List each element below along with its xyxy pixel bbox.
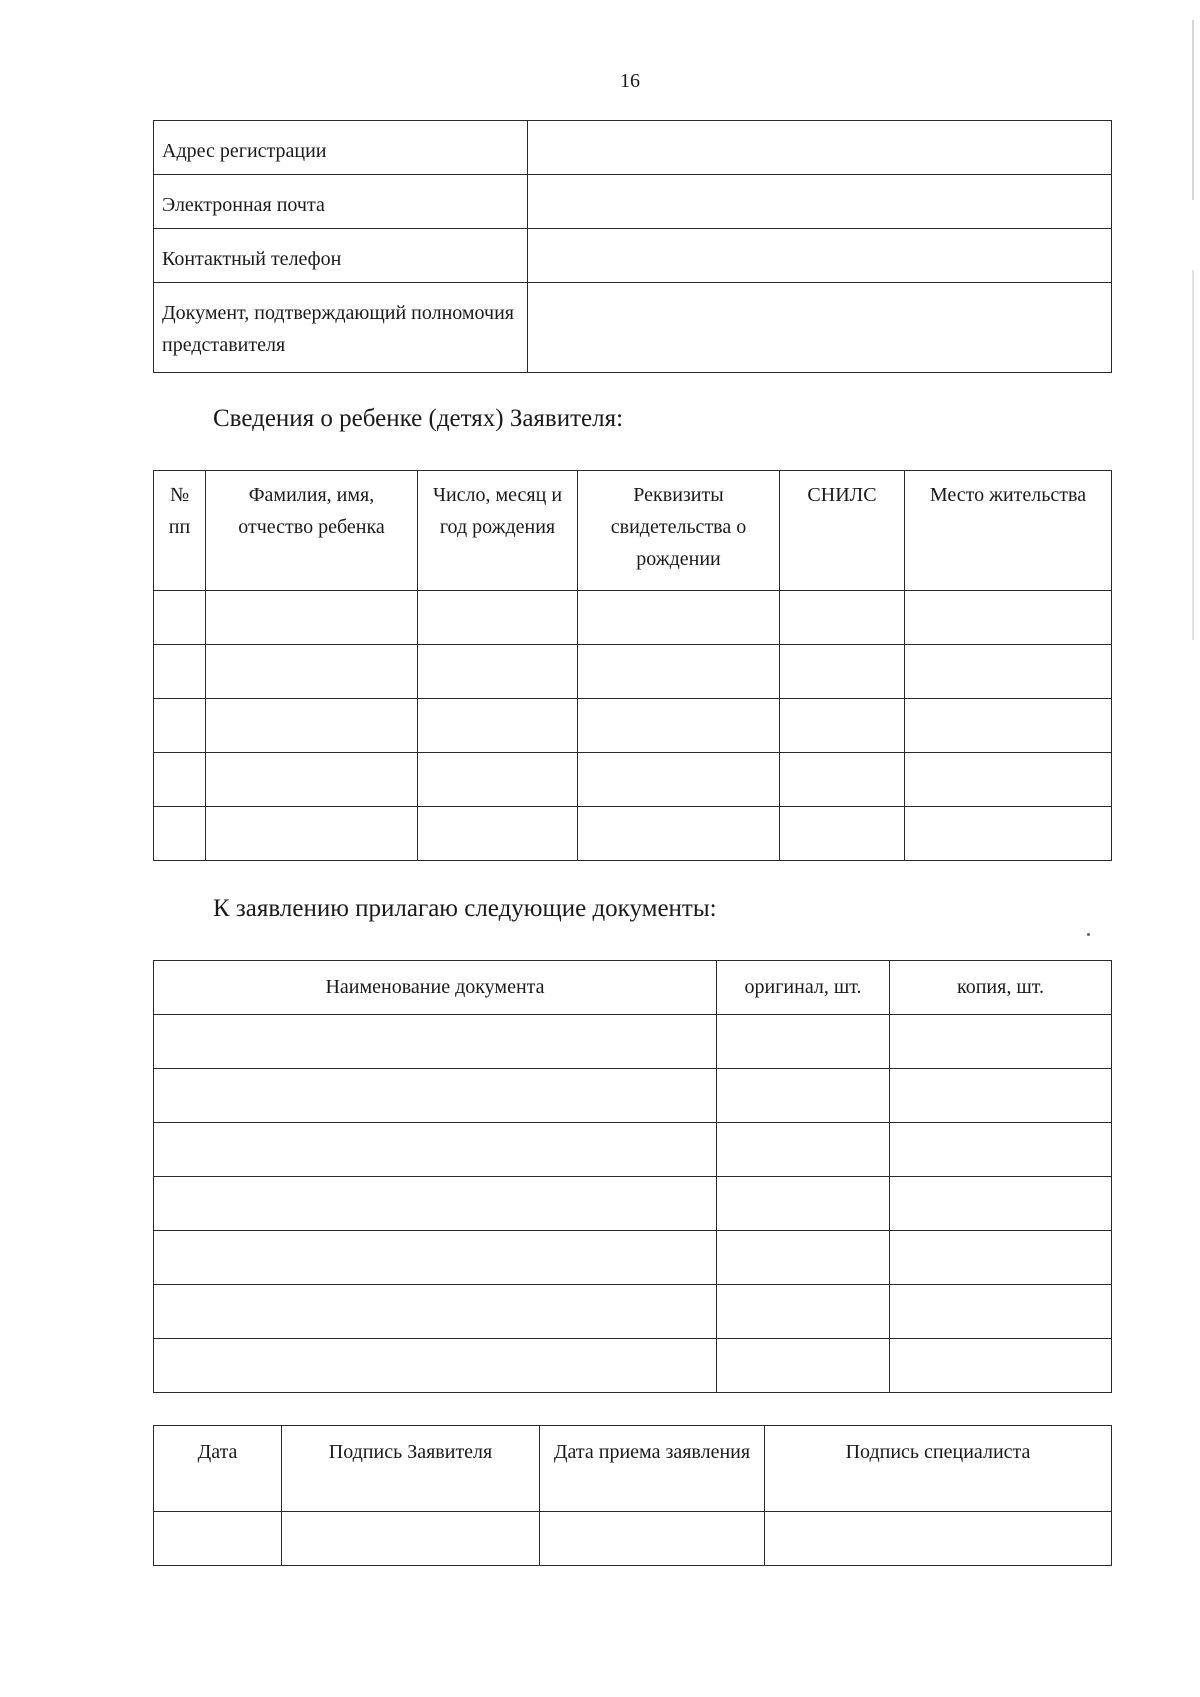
table-cell[interactable] [154, 753, 206, 807]
signature-table [153, 1425, 1112, 1566]
table-cell[interactable] [418, 591, 578, 645]
table-cell[interactable] [578, 699, 780, 753]
table-cell[interactable] [717, 1123, 890, 1177]
phone-field[interactable] [528, 229, 1112, 283]
table-cell[interactable] [154, 591, 206, 645]
children-section-heading: Сведения о ребенке (детях) Заявителя: [213, 405, 624, 432]
column-header: оригинал, шт. [717, 961, 890, 1015]
date-field[interactable] [154, 1512, 282, 1566]
field-label: Адрес регистрации [154, 121, 528, 175]
table-cell[interactable] [206, 645, 418, 699]
table-cell[interactable] [905, 591, 1112, 645]
table-cell[interactable] [154, 807, 206, 861]
column-header: Подпись специалиста [765, 1426, 1112, 1512]
table-cell[interactable] [905, 807, 1112, 861]
column-header: Наименование документа [154, 961, 717, 1015]
column-header: Дата приема заявления [540, 1426, 765, 1512]
table-cell[interactable] [890, 1231, 1112, 1285]
documents-table [153, 960, 1112, 1393]
table-cell[interactable] [206, 699, 418, 753]
table-cell[interactable] [890, 1069, 1112, 1123]
page-number: 16 [620, 70, 640, 92]
column-header: Дата [154, 1426, 282, 1512]
table-cell[interactable] [717, 1015, 890, 1069]
field-label: Электронная почта [154, 175, 528, 229]
table-cell[interactable] [154, 699, 206, 753]
table-cell[interactable] [154, 1015, 717, 1069]
column-header: Число, месяц и год рождения [418, 471, 578, 591]
field-label: Контактный телефон [154, 229, 528, 283]
field-label: Документ, подтверждающий полномочия представителя [154, 283, 528, 373]
receipt-date-field[interactable] [540, 1512, 765, 1566]
table-cell[interactable] [154, 645, 206, 699]
table-row [154, 1231, 1112, 1285]
column-header: СНИЛС [780, 471, 905, 591]
table-row [154, 1015, 1112, 1069]
table-cell[interactable] [578, 807, 780, 861]
table-cell[interactable] [154, 1123, 717, 1177]
column-header: Фамилия, имя, отчество ребенка [206, 471, 418, 591]
table-cell[interactable] [578, 753, 780, 807]
table-row [154, 753, 1112, 807]
table-cell[interactable] [578, 591, 780, 645]
table-cell[interactable] [717, 1285, 890, 1339]
column-header: Место жительства [905, 471, 1112, 591]
table-cell[interactable] [418, 807, 578, 861]
table-row [154, 645, 1112, 699]
table-header-row [154, 471, 1112, 591]
column-header: № пп [154, 471, 206, 591]
table-cell[interactable] [890, 1285, 1112, 1339]
table-row [154, 121, 1112, 175]
table-cell[interactable] [905, 753, 1112, 807]
table-cell[interactable] [154, 1177, 717, 1231]
table-cell[interactable] [717, 1177, 890, 1231]
table-cell[interactable] [717, 1339, 890, 1393]
table-cell[interactable] [206, 807, 418, 861]
table-cell[interactable] [780, 753, 905, 807]
table-cell[interactable] [418, 753, 578, 807]
table-cell[interactable] [780, 591, 905, 645]
scan-edge-mark [1192, 20, 1194, 200]
table-header-row [154, 1426, 1112, 1512]
table-cell[interactable] [578, 645, 780, 699]
table-cell[interactable] [206, 591, 418, 645]
children-table [153, 470, 1112, 861]
table-header-row [154, 961, 1112, 1015]
table-row [154, 229, 1112, 283]
email-field[interactable] [528, 175, 1112, 229]
applicant-signature-field[interactable] [282, 1512, 540, 1566]
table-cell[interactable] [890, 1015, 1112, 1069]
table-cell[interactable] [418, 645, 578, 699]
table-cell[interactable] [154, 1339, 717, 1393]
table-cell[interactable] [780, 645, 905, 699]
table-cell[interactable] [717, 1069, 890, 1123]
table-cell[interactable] [154, 1069, 717, 1123]
table-cell[interactable] [890, 1339, 1112, 1393]
table-row [154, 699, 1112, 753]
table-row [154, 1069, 1112, 1123]
table-cell[interactable] [780, 807, 905, 861]
table-row [154, 1177, 1112, 1231]
table-row [154, 1512, 1112, 1566]
column-header: Реквизиты свидетельства о рождении [578, 471, 780, 591]
table-cell[interactable] [780, 699, 905, 753]
table-row [154, 591, 1112, 645]
table-row [154, 1339, 1112, 1393]
applicant-info-table [153, 120, 1112, 373]
table-cell[interactable] [890, 1123, 1112, 1177]
table-row [154, 283, 1112, 373]
documents-section-heading: К заявлению прилагаю следующие документы: [213, 895, 717, 922]
registration-address-field[interactable] [528, 121, 1112, 175]
table-row [154, 1123, 1112, 1177]
column-header: копия, шт. [890, 961, 1112, 1015]
table-cell[interactable] [890, 1177, 1112, 1231]
table-cell[interactable] [206, 753, 418, 807]
column-header: Подпись Заявителя [282, 1426, 540, 1512]
specialist-signature-field[interactable] [765, 1512, 1112, 1566]
table-row [154, 807, 1112, 861]
table-cell[interactable] [154, 1231, 717, 1285]
table-cell[interactable] [154, 1285, 717, 1339]
table-cell[interactable] [418, 699, 578, 753]
table-row [154, 175, 1112, 229]
authority-document-field[interactable] [528, 283, 1112, 373]
scan-dot [1087, 933, 1090, 936]
table-cell[interactable] [905, 645, 1112, 699]
scan-edge-mark [1192, 270, 1194, 640]
table-cell[interactable] [905, 699, 1112, 753]
table-cell[interactable] [717, 1231, 890, 1285]
table-row [154, 1285, 1112, 1339]
